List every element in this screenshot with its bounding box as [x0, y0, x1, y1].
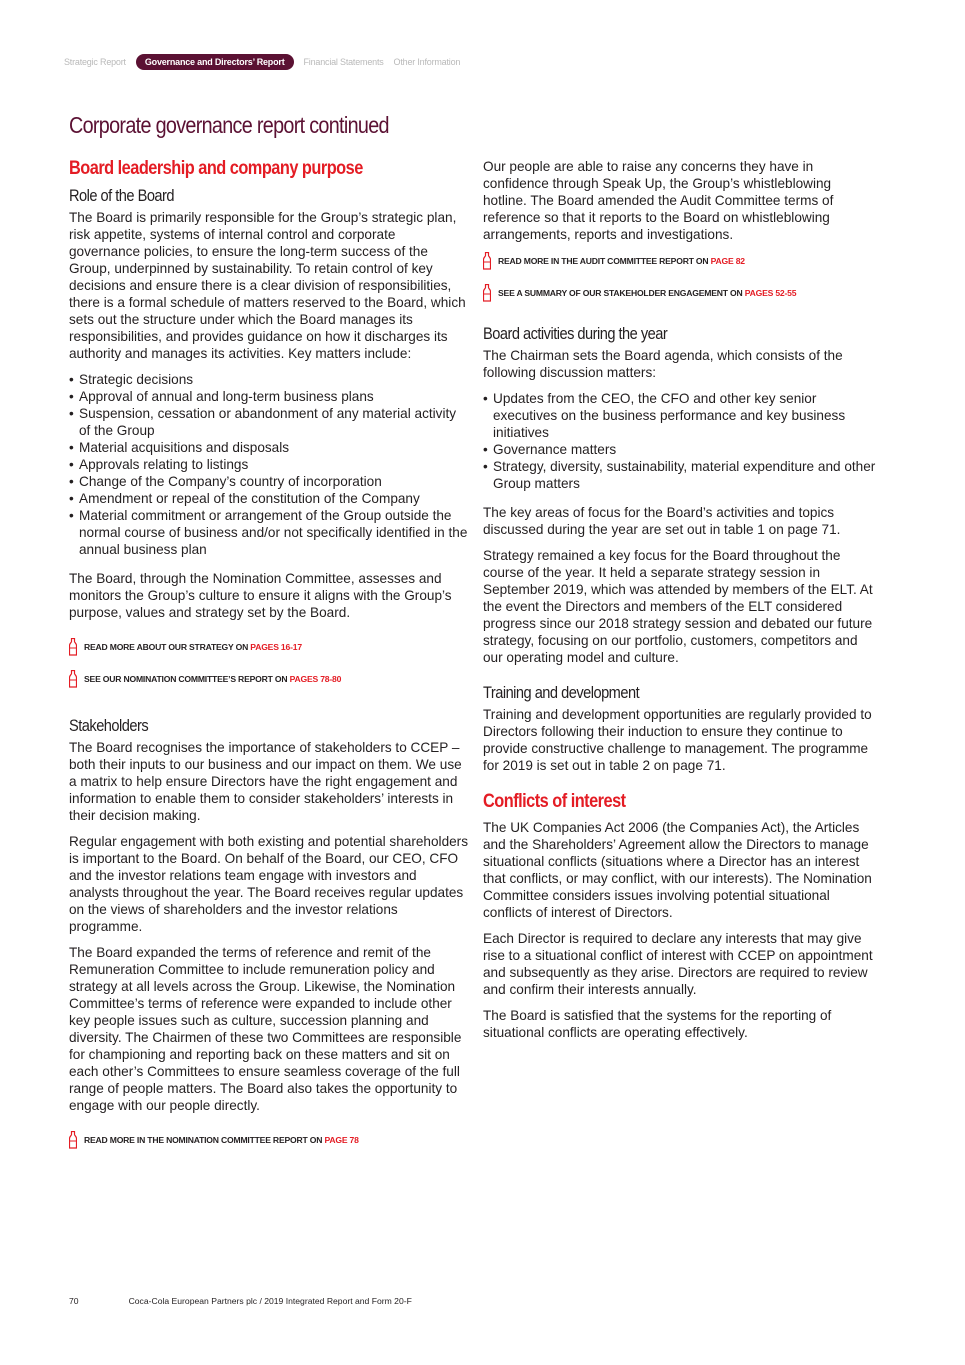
nav-tab-strategic-report[interactable]: Strategic Report [64, 57, 126, 67]
ref-page-link[interactable]: PAGES 78-80 [289, 674, 342, 684]
list-item: • Strategic decisions [69, 371, 469, 388]
discussion-matters-list [483, 390, 878, 492]
ref-text: SEE A SUMMARY OF OUR STAKEHOLDER ENGAGEMENT ON [498, 288, 743, 298]
nav-tab-other-information[interactable]: Other Information [393, 57, 461, 67]
list-item: • Suspension, cessation or abandonment of any material activity of the Group [69, 405, 469, 439]
role-intro-paragraph: The Board is primarily responsible for the Group’s strategic plan, risk appetite, systems of internal control and corporate governance policies, to ensure the long-term success of the Group, underpinned by sustainability. To retain control of key decisions and ensure there is a clear division of responsibilities, there is a formal schedule of matters reserved to the Board, which sets out the structure under which the Board manages its responsibilities, and provides guidance on how it discharges its authority and manages its activities. Key matters include: [69, 210, 466, 361]
training-paragraph: Training and development opportunities are regularly provided to Directors following their induction to ensure they continue to provide constructive challenge to management. The programme for 2019 is set out in table 2 on page 71. [483, 707, 872, 773]
nav-tab-governance[interactable]: Governance and Directors’ Report [136, 54, 294, 70]
nav-tab-financial-statements[interactable]: Financial Statements [303, 57, 384, 67]
conflicts-paragraph: The Board is satisfied that the systems for the reporting of situational conflicts are operating effectively. [483, 1008, 832, 1040]
left-column [69, 158, 469, 1163]
list-item: • Change of the Company’s country of incorporation [69, 473, 469, 490]
ref-page-link[interactable]: PAGE 82 [710, 256, 745, 266]
list-item: • Approvals relating to listings [69, 456, 469, 473]
activities-paragraph: The key areas of focus for the Board’s activities and topics discussed during the year are set out in table 1 on page 71. [483, 505, 841, 537]
right-column [483, 158, 878, 1050]
subheading-role-of-board: Role of the Board [69, 186, 175, 205]
speak-up-paragraph: Our people are able to raise any concerns they have in confidence through Speak Up, the Group’s whistleblowing hotline. The Board amended the Audit Committee terms of reference so that it reports to the Board on whistleblowing arrangements, reports and investigations. [483, 159, 834, 242]
ref-link-audit[interactable] [483, 252, 878, 270]
list-item: • Updates from the CEO, the CFO and other key senior executives on the business performance and key business initiatives [483, 390, 878, 441]
activities-paragraph: Strategy remained a key focus for the Board throughout the course of the year. It held a separate strategy session in September 2019, which was attended by members of the ELT. At the event the Directors and members of the ELT considered progress since our 2018 strategy session and debated our future strategy, focusing on our portfolio, customers, competitors and our operating model and culture. [483, 548, 873, 665]
ref-link-nomination-report[interactable] [69, 1131, 469, 1149]
ref-text: READ MORE IN THE NOMINATION COMMITTEE REPORT ON [84, 1135, 323, 1145]
ref-text: READ MORE ABOUT OUR STRATEGY ON [84, 642, 249, 652]
ref-page-link[interactable]: PAGES 16-17 [250, 642, 302, 652]
stakeholders-paragraph: The Board expanded the terms of reference and remit of the Remuneration Committee to include remuneration policy and strategy at all levels across the Group. Likewise, the Nomination Committee’s terms of reference were expanded to include other key people issues such as culture, succession planning and diversity. The Chairmen of these two Committees are responsible for championing and reporting back on these matters and sit on each other’s Committees to ensure seamless coverage of the full range of people matters. The Board also takes the opportunity to engage with our people directly. [69, 945, 462, 1113]
page-footer [69, 1296, 412, 1306]
bottle-icon [69, 1131, 77, 1149]
bottle-icon [69, 638, 77, 656]
ref-link-strategy[interactable] [69, 638, 469, 656]
ref-text: READ MORE IN THE AUDIT COMMITTEE REPORT ON [498, 256, 709, 266]
bottle-icon [483, 252, 491, 270]
list-item: • Approval of annual and long-term business plans [69, 388, 469, 405]
culture-paragraph: The Board, through the Nomination Committee, assesses and monitors the Group’s culture to ensure it aligns with the Group’s purpose, values and strategy set by the Board. [69, 571, 452, 620]
key-matters-list [69, 371, 469, 558]
list-item: • Material acquisitions and disposals [69, 439, 469, 456]
ref-link-stakeholder-engagement[interactable] [483, 284, 878, 302]
conflicts-paragraph: Each Director is required to declare any interests that may give rise to a situational conflict of interest with CCEP on appointment and subsequently as they arise. Directors are required to review and confirm their interests annually. [483, 931, 873, 997]
bottle-icon [69, 670, 77, 688]
section-nav [64, 54, 460, 70]
list-item: • Amendment or repeal of the constitution of the Company [69, 490, 469, 507]
ref-text: SEE OUR NOMINATION COMMITTEE’S REPORT ON [84, 674, 288, 684]
stakeholders-paragraph: The Board recognises the importance of stakeholders to CCEP – both their inputs to our business and our impact on them. We use a matrix to help ensure Directors have the right engagement and information to enable them to consider stakeholders’ interests in their decision making. [69, 740, 462, 823]
section-heading-conflicts: Conflicts of interest [483, 791, 626, 812]
bottle-icon [483, 284, 491, 302]
publication-title: Coca-Cola European Partners plc / 2019 Integrated Report and Form 20-F [128, 1296, 412, 1306]
list-item: • Strategy, diversity, sustainability, material expenditure and other Group matters [483, 458, 878, 492]
page-title: Corporate governance report continued [69, 112, 389, 138]
ref-link-nomination[interactable] [69, 670, 469, 688]
activities-intro: The Chairman sets the Board agenda, which consists of the following discussion matters: [483, 348, 843, 380]
stakeholders-paragraph: Regular engagement with both existing and potential shareholders is important to the Board. On behalf of the Board, our CEO, CFO and the investor relations team engage with investors and analysts throughout the year. The Board receives regular updates on the views of shareholders and the investor relations programme. [69, 834, 469, 934]
ref-page-link[interactable]: PAGE 78 [324, 1135, 359, 1145]
subheading-training: Training and development [483, 683, 640, 702]
list-item: • Material commitment or arrangement of the Group outside the normal course of business and/or not specifically identified in the annual business plan [69, 507, 469, 558]
page-number: 70 [69, 1296, 79, 1306]
subheading-stakeholders: Stakeholders [69, 716, 149, 735]
ref-page-link[interactable]: PAGES 52-55 [744, 288, 797, 298]
conflicts-paragraph: The UK Companies Act 2006 (the Companies Act), the Articles and the Shareholders’ Agreement allow the Directors to manage situational conflicts (situations where a Director has an interest that conflicts, or may conflict, with our interests). The Nomination Committee considers issues involving potential situational conflicts of interest of Directors. [483, 820, 872, 920]
section-heading-board-leadership: Board leadership and company purpose [69, 158, 363, 179]
subheading-board-activities: Board activities during the year [483, 324, 668, 343]
list-item: • Governance matters [483, 441, 878, 458]
